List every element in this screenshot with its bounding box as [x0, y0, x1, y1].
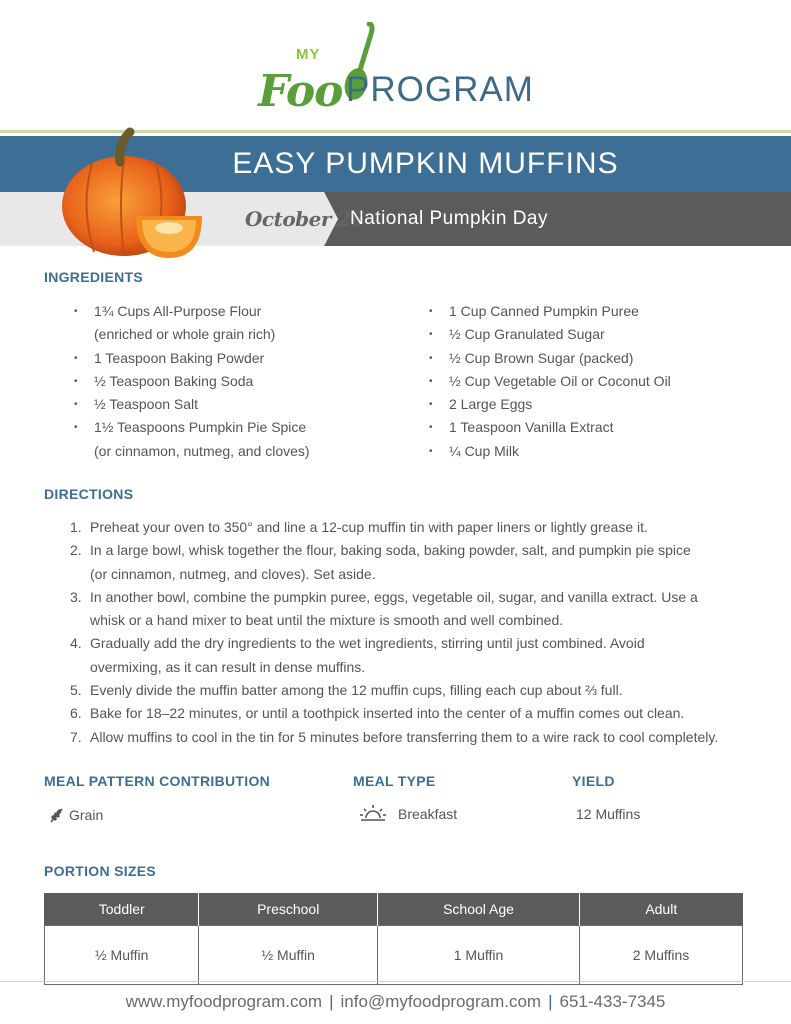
direction-step: 5. Evenly divide the muffin batter among the 12 muffin cups, filling each cup about ⅔ full. [70, 682, 623, 699]
footer-separator: | [329, 992, 334, 1011]
yield-value: 12 Muffins [576, 806, 641, 822]
list-item: • ½ Teaspoon Baking Soda [74, 372, 254, 389]
event-name: National Pumpkin Day [350, 208, 548, 229]
ingredients-list-right [423, 300, 763, 463]
direction-step: 7. Allow muffins to cool in the tin for 5 minutes before transferring them to a wire rack to cool completely. [70, 728, 719, 745]
event-date: October 26 [245, 207, 365, 231]
footer-phone[interactable]: 651-433-7345 [559, 992, 666, 1011]
table-cell: 1 Muffin [378, 926, 580, 985]
meal-pattern-value: Grain [69, 807, 104, 823]
logo-my: MY [296, 46, 321, 63]
footer [0, 992, 791, 1012]
directions-heading: DIRECTIONS [44, 486, 134, 502]
list-item: • ½ Cup Vegetable Oil or Coconut Oil [429, 372, 671, 389]
meal-type-value: Breakfast [398, 806, 458, 822]
list-item: • ½ Teaspoon Salt [74, 396, 199, 413]
ingredients-heading: INGREDIENTS [44, 269, 143, 285]
list-item: • 1 Teaspoon Baking Powder [74, 349, 265, 366]
list-item: • ½ Cup Granulated Sugar [429, 326, 605, 343]
table-cell: 2 Muffins [580, 926, 743, 985]
direction-step: 1. Preheat your oven to 350° and line a 12-cup muffin tin with paper liners or lightly grease it. [70, 519, 648, 535]
meal-pattern-heading: MEAL PATTERN CONTRIBUTION [44, 773, 271, 789]
column-header: Preschool [199, 893, 378, 926]
meal-type-heading: MEAL TYPE [353, 773, 436, 789]
list-item: • ½ Cup Brown Sugar (packed) [429, 349, 634, 366]
my-food-program-logo [256, 22, 546, 117]
yield-heading: YIELD [572, 773, 615, 789]
wheat-icon [48, 806, 66, 824]
table-cell: ½ Muffin [199, 926, 378, 985]
table-cell: ½ Muffin [45, 926, 199, 985]
column-header: Adult [580, 893, 743, 926]
ingredients-list-left [68, 300, 398, 463]
footer-divider [0, 981, 791, 982]
column-header: School Age [378, 893, 580, 926]
direction-step: 2. In a large bowl, whisk together the flour, baking soda, baking powder, salt, and pumpkin pie spice (or cinnamon, nutmeg, and cloves). Set aside. [70, 542, 691, 582]
logo-food: Foo [258, 66, 343, 117]
logo-program: PROGRAM [346, 70, 534, 109]
directions-list [44, 516, 774, 749]
portion-sizes-table [44, 893, 743, 985]
list-item: • 1 Cup Canned Pumpkin Puree [429, 303, 639, 319]
table-header-row [45, 893, 743, 926]
column-header: Toddler [45, 893, 199, 926]
list-item: • 1 Teaspoon Vanilla Extract [429, 419, 614, 436]
footer-website[interactable]: www.myfoodprogram.com [125, 992, 323, 1011]
list-item: • 2 Large Eggs [429, 396, 533, 413]
table-row [45, 926, 743, 985]
portion-sizes-heading: PORTION SIZES [44, 863, 157, 879]
direction-step: 3. In another bowl, combine the pumpkin puree, eggs, vegetable oil, sugar, and vanilla extract. Use a whisk or a hand mixer to beat until the mixture is smooth and well combined. [70, 588, 698, 629]
sunrise-icon [359, 803, 387, 823]
direction-step: 6. Bake for 18–22 minutes, or until a toothpick inserted into the center of a muffin comes out clean. [70, 705, 685, 722]
direction-step: 4. Gradually add the dry ingredients to the wet ingredients, stirring until just combined. Avoid overmixing, as it can result in dense muffins. [70, 635, 645, 675]
pumpkin-illustration [52, 124, 212, 262]
footer-separator: | [548, 992, 553, 1011]
footer-email[interactable]: info@myfoodprogram.com [340, 992, 542, 1011]
list-item: • 1¾ Cups All-Purpose Flour (enriched or whole grain rich) [74, 303, 276, 343]
page-title: EASY PUMPKIN MUFFINS [232, 147, 619, 180]
list-item: • ¼ Cup Milk [429, 442, 520, 459]
list-item: • 1½ Teaspoons Pumpkin Pie Spice (or cinnamon, nutmeg, and cloves) [74, 419, 310, 459]
